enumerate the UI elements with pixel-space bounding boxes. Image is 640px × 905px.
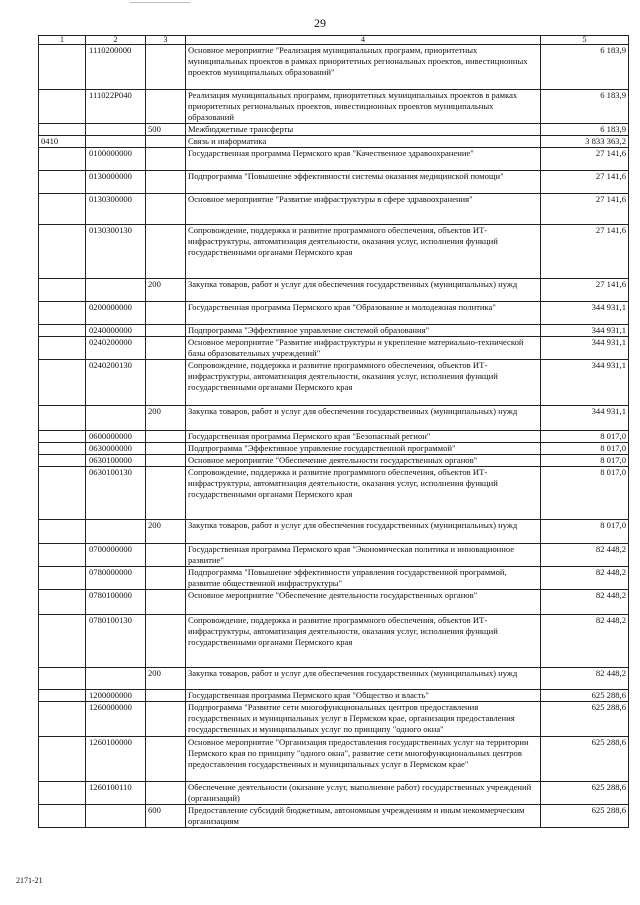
item-name: Подпрограмма "Эффективное управление государственной программой" bbox=[186, 443, 541, 455]
item-name: Основное мероприятие "Развитие инфраструктуры и укрепление материально-технической базы образовательных учреждений" bbox=[186, 337, 541, 360]
expense-type: 500 bbox=[146, 124, 186, 136]
expense-type bbox=[146, 590, 186, 615]
target-code: 0200000000 bbox=[86, 302, 146, 325]
target-code: 1260100000 bbox=[86, 737, 146, 782]
expense-type bbox=[146, 90, 186, 124]
amount: 8 017,0 bbox=[541, 431, 629, 443]
section-code bbox=[39, 467, 86, 520]
budget-table bbox=[38, 35, 629, 828]
target-code: 0130300000 bbox=[86, 194, 146, 225]
target-code bbox=[86, 136, 146, 148]
table-row bbox=[39, 124, 629, 136]
expense-type bbox=[146, 467, 186, 520]
section-code bbox=[39, 615, 86, 668]
item-name: Сопровождение, поддержка и развитие программного обеспечения, объектов ИТ-инфраструктуры, автоматизация деятельности, оказания услуг, исполнения функций государственными органами Пермского края bbox=[186, 615, 541, 668]
amount: 8 017,0 bbox=[541, 443, 629, 455]
amount: 27 141,6 bbox=[541, 194, 629, 225]
target-code: 0630100000 bbox=[86, 455, 146, 467]
table-row bbox=[39, 225, 629, 279]
section-code: 0410 bbox=[39, 136, 86, 148]
target-code: 1110200000 bbox=[86, 45, 146, 90]
item-name: Закупка товаров, работ и услуг для обеспечения государственных (муниципальных) нужд bbox=[186, 406, 541, 431]
item-name: Связь и информатика bbox=[186, 136, 541, 148]
amount: 625 288,6 bbox=[541, 805, 629, 828]
section-code bbox=[39, 567, 86, 590]
table-row bbox=[39, 467, 629, 520]
section-code bbox=[39, 690, 86, 702]
expense-type bbox=[146, 455, 186, 467]
item-name: Государственная программа Пермского края "Качественное здравоохранение" bbox=[186, 148, 541, 171]
amount: 82 448,2 bbox=[541, 668, 629, 690]
section-code bbox=[39, 171, 86, 194]
target-code bbox=[86, 520, 146, 544]
section-code bbox=[39, 590, 86, 615]
section-code bbox=[39, 805, 86, 828]
item-name: Подпрограмма "Повышение эффективности системы оказания медицинской помощи" bbox=[186, 171, 541, 194]
table-row bbox=[39, 360, 629, 406]
section-code bbox=[39, 737, 86, 782]
item-name: Подпрограмма "Эффективное управление системой образования" bbox=[186, 325, 541, 337]
target-code: 0130000000 bbox=[86, 171, 146, 194]
table-row bbox=[39, 302, 629, 325]
amount: 27 141,6 bbox=[541, 225, 629, 279]
item-name: Закупка товаров, работ и услуг для обеспечения государственных (муниципальных) нужд bbox=[186, 668, 541, 690]
item-name: Государственная программа Пермского края "Образование и молодежная политика" bbox=[186, 302, 541, 325]
expense-type bbox=[146, 302, 186, 325]
expense-type bbox=[146, 443, 186, 455]
amount: 82 448,2 bbox=[541, 590, 629, 615]
amount: 344 931,1 bbox=[541, 360, 629, 406]
target-code: 0240200000 bbox=[86, 337, 146, 360]
amount: 3 833 363,2 bbox=[541, 136, 629, 148]
section-code bbox=[39, 443, 86, 455]
amount: 6 183,9 bbox=[541, 90, 629, 124]
expense-type bbox=[146, 431, 186, 443]
section-code bbox=[39, 337, 86, 360]
scan-mark bbox=[130, 2, 190, 3]
item-name: Подпрограмма "Повышение эффективности управления государственной программой, развитие общественной инфраструктуры" bbox=[186, 567, 541, 590]
amount: 82 448,2 bbox=[541, 567, 629, 590]
expense-type: 200 bbox=[146, 520, 186, 544]
table-row bbox=[39, 90, 629, 124]
amount: 625 288,6 bbox=[541, 702, 629, 737]
page-number: 29 bbox=[314, 16, 326, 30]
header-col-5: 5 bbox=[541, 36, 629, 45]
item-name: Основное мероприятие "Развитие инфраструктуры в сфере здравоохранения" bbox=[186, 194, 541, 225]
expense-type: 200 bbox=[146, 668, 186, 690]
item-name: Реализация муниципальных программ, приоритетных муниципальных проектов в рамках приоритетных региональных проектов, инвестиционных проектов муниципальных образований bbox=[186, 90, 541, 124]
expense-type bbox=[146, 690, 186, 702]
item-name: Сопровождение, поддержка и развитие программного обеспечения, объектов ИТ-инфраструктуры, автоматизация деятельности, оказания услуг, исполнения функций государственными органами Пермского края bbox=[186, 467, 541, 520]
table-header-row bbox=[39, 36, 629, 45]
table-row bbox=[39, 702, 629, 737]
section-code bbox=[39, 544, 86, 567]
amount: 625 288,6 bbox=[541, 782, 629, 805]
target-code: 1200000000 bbox=[86, 690, 146, 702]
item-name: Основное мероприятие "Организация предоставления государственных услуг на территории Пермского края по принципу "одного окна", развитие сети многофункциональных центров предоставления государственных и муниципальных услуг в Пермском крае" bbox=[186, 737, 541, 782]
amount: 27 141,6 bbox=[541, 171, 629, 194]
expense-type bbox=[146, 148, 186, 171]
table-row bbox=[39, 431, 629, 443]
target-code: 0100000000 bbox=[86, 148, 146, 171]
section-code bbox=[39, 279, 86, 302]
item-name: Закупка товаров, работ и услуг для обеспечения государственных (муниципальных) нужд bbox=[186, 520, 541, 544]
footer-code: 2171-21 bbox=[16, 876, 43, 885]
target-code: 0630100130 bbox=[86, 467, 146, 520]
section-code bbox=[39, 302, 86, 325]
target-code: 0700000000 bbox=[86, 544, 146, 567]
section-code bbox=[39, 782, 86, 805]
amount: 27 141,6 bbox=[541, 148, 629, 171]
expense-type bbox=[146, 136, 186, 148]
item-name: Межбюджетные трансферты bbox=[186, 124, 541, 136]
amount: 6 183,9 bbox=[541, 45, 629, 90]
section-code bbox=[39, 520, 86, 544]
item-name: Основное мероприятие "Реализация муниципальных программ, приоритетных муниципальных проектов в рамках приоритетных региональных проектов, инвестиционных проектов муниципальных образований" bbox=[186, 45, 541, 90]
amount: 344 931,1 bbox=[541, 406, 629, 431]
expense-type bbox=[146, 337, 186, 360]
target-code: 1260000000 bbox=[86, 702, 146, 737]
target-code: 0600000000 bbox=[86, 431, 146, 443]
item-name: Государственная программа Пермского края "Экономическая политика и инновационное развитие" bbox=[186, 544, 541, 567]
section-code bbox=[39, 455, 86, 467]
table-row bbox=[39, 148, 629, 171]
table-row bbox=[39, 615, 629, 668]
amount: 8 017,0 bbox=[541, 455, 629, 467]
table-row bbox=[39, 136, 629, 148]
amount: 6 183,9 bbox=[541, 124, 629, 136]
table-row bbox=[39, 171, 629, 194]
target-code: 1260100110 bbox=[86, 782, 146, 805]
target-code: 0780000000 bbox=[86, 567, 146, 590]
amount: 625 288,6 bbox=[541, 737, 629, 782]
item-name: Обеспечение деятельности (оказание услуг, выполнение работ) государственных учреждений (организаций) bbox=[186, 782, 541, 805]
table-row bbox=[39, 455, 629, 467]
section-code bbox=[39, 124, 86, 136]
table-row bbox=[39, 337, 629, 360]
expense-type bbox=[146, 567, 186, 590]
expense-type bbox=[146, 615, 186, 668]
table-row bbox=[39, 443, 629, 455]
target-code bbox=[86, 406, 146, 431]
expense-type bbox=[146, 782, 186, 805]
target-code: 0240200130 bbox=[86, 360, 146, 406]
table-row bbox=[39, 406, 629, 431]
amount: 344 931,1 bbox=[541, 325, 629, 337]
table-row bbox=[39, 668, 629, 690]
section-code bbox=[39, 431, 86, 443]
header-col-1: 1 bbox=[39, 36, 86, 45]
table-row bbox=[39, 45, 629, 90]
item-name: Подпрограмма "Развитие сети многофункциональных центров предоставления государственных и муниципальных услуг в Пермском крае, организация предоставления государственных и муниципальных услуг по принципу "одного окна" bbox=[186, 702, 541, 737]
section-code bbox=[39, 225, 86, 279]
target-code: 111022P040 bbox=[86, 90, 146, 124]
expense-type: 600 bbox=[146, 805, 186, 828]
item-name: Государственная программа Пермского края "Безопасный регион" bbox=[186, 431, 541, 443]
amount: 82 448,2 bbox=[541, 544, 629, 567]
table-row bbox=[39, 737, 629, 782]
section-code bbox=[39, 45, 86, 90]
amount: 27 141,6 bbox=[541, 279, 629, 302]
table-row bbox=[39, 690, 629, 702]
section-code bbox=[39, 148, 86, 171]
expense-type bbox=[146, 325, 186, 337]
expense-type bbox=[146, 194, 186, 225]
target-code: 0630000000 bbox=[86, 443, 146, 455]
amount: 82 448,2 bbox=[541, 615, 629, 668]
target-code: 0780100000 bbox=[86, 590, 146, 615]
table-row bbox=[39, 194, 629, 225]
target-code: 0240000000 bbox=[86, 325, 146, 337]
item-name: Основное мероприятие "Обеспечение деятельности государственных органов" bbox=[186, 455, 541, 467]
amount: 8 017,0 bbox=[541, 467, 629, 520]
section-code bbox=[39, 194, 86, 225]
expense-type bbox=[146, 225, 186, 279]
item-name: Основное мероприятие "Обеспечение деятельности государственных органов" bbox=[186, 590, 541, 615]
expense-type bbox=[146, 171, 186, 194]
expense-type bbox=[146, 45, 186, 90]
expense-type bbox=[146, 702, 186, 737]
target-code bbox=[86, 805, 146, 828]
expense-type bbox=[146, 360, 186, 406]
amount: 625 288,6 bbox=[541, 690, 629, 702]
section-code bbox=[39, 406, 86, 431]
amount: 8 017,0 bbox=[541, 520, 629, 544]
expense-type bbox=[146, 544, 186, 567]
table-row bbox=[39, 590, 629, 615]
table-row bbox=[39, 544, 629, 567]
item-name: Предоставление субсидий бюджетным, автономным учреждениям и иным некоммерческим организациям bbox=[186, 805, 541, 828]
table-row bbox=[39, 805, 629, 828]
section-code bbox=[39, 360, 86, 406]
expense-type: 200 bbox=[146, 279, 186, 302]
section-code bbox=[39, 668, 86, 690]
section-code bbox=[39, 702, 86, 737]
target-code: 0780100130 bbox=[86, 615, 146, 668]
expense-type bbox=[146, 737, 186, 782]
table-row bbox=[39, 325, 629, 337]
target-code: 0130300130 bbox=[86, 225, 146, 279]
item-name: Сопровождение, поддержка и развитие программного обеспечения, объектов ИТ-инфраструктуры, автоматизация деятельности, оказания услуг, исполнения функций государственными органами Пермского края bbox=[186, 360, 541, 406]
header-col-4: 4 bbox=[186, 36, 541, 45]
target-code bbox=[86, 279, 146, 302]
table-row bbox=[39, 279, 629, 302]
target-code bbox=[86, 668, 146, 690]
section-code bbox=[39, 90, 86, 124]
item-name: Государственная программа Пермского края "Общество и власть" bbox=[186, 690, 541, 702]
budget-table-body bbox=[39, 36, 629, 828]
expense-type: 200 bbox=[146, 406, 186, 431]
table-row bbox=[39, 520, 629, 544]
item-name: Закупка товаров, работ и услуг для обеспечения государственных (муниципальных) нужд bbox=[186, 279, 541, 302]
header-col-2: 2 bbox=[86, 36, 146, 45]
target-code bbox=[86, 124, 146, 136]
header-col-3: 3 bbox=[146, 36, 186, 45]
amount: 344 931,1 bbox=[541, 337, 629, 360]
table-row bbox=[39, 567, 629, 590]
item-name: Сопровождение, поддержка и развитие программного обеспечения, объектов ИТ-инфраструктуры, автоматизация деятельности, оказания услуг, исполнения функций государственными органами Пермского края bbox=[186, 225, 541, 279]
amount: 344 931,1 bbox=[541, 302, 629, 325]
table-row bbox=[39, 782, 629, 805]
section-code bbox=[39, 325, 86, 337]
